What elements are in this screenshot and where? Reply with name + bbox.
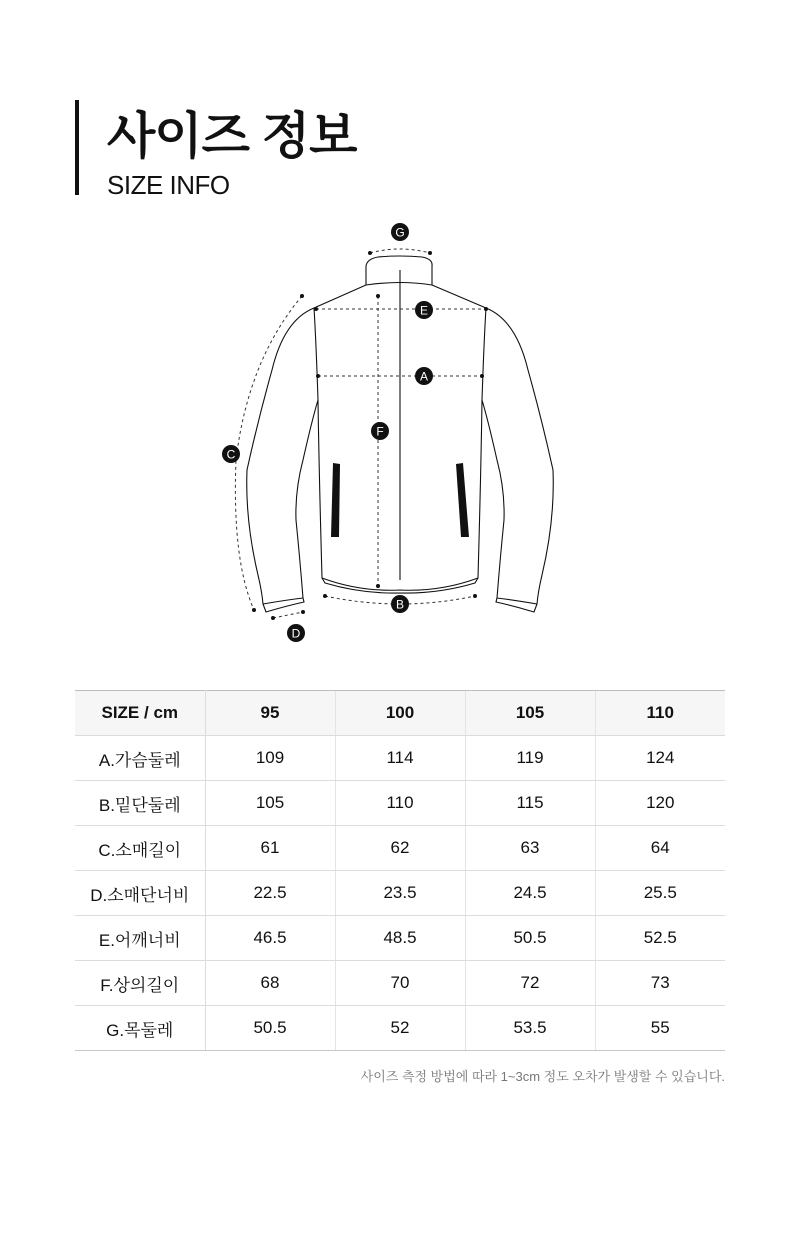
row-label: A.가슴둘레 xyxy=(75,736,205,781)
table-row xyxy=(75,961,725,1006)
table-header-row xyxy=(75,691,725,736)
table-cell: 124 xyxy=(595,736,725,781)
row-label: F.상의길이 xyxy=(75,961,205,1006)
title-accent-bar xyxy=(75,100,79,195)
table-cell: 48.5 xyxy=(335,916,465,961)
table-cell: 24.5 xyxy=(465,871,595,916)
table-cell: 25.5 xyxy=(595,871,725,916)
table-cell: 50.5 xyxy=(465,916,595,961)
jacket-measurement-diagram xyxy=(215,218,585,648)
row-label: B.밑단둘레 xyxy=(75,781,205,826)
table-cell: 64 xyxy=(595,826,725,871)
row-label: E.어깨너비 xyxy=(75,916,205,961)
page-subtitle: SIZE INFO xyxy=(107,170,230,200)
table-cell: 46.5 xyxy=(205,916,335,961)
table-cell: 120 xyxy=(595,781,725,826)
table-row xyxy=(75,781,725,826)
row-label: G.목둘레 xyxy=(75,1006,205,1051)
table-cell: 62 xyxy=(335,826,465,871)
svg-text:E: E xyxy=(419,303,429,318)
marker-c xyxy=(222,445,240,463)
table-header-cell: 110 xyxy=(595,691,725,736)
table-cell: 114 xyxy=(335,736,465,781)
table-header-cell: 95 xyxy=(205,691,335,736)
svg-text:F: F xyxy=(376,424,384,439)
marker-d xyxy=(287,624,305,642)
table-cell: 52 xyxy=(335,1006,465,1051)
table-header-cell: SIZE / cm xyxy=(75,691,205,736)
marker-e xyxy=(415,301,433,319)
table-cell: 105 xyxy=(205,781,335,826)
table-cell: 72 xyxy=(465,961,595,1006)
table-cell: 73 xyxy=(595,961,725,1006)
table-header-cell: 105 xyxy=(465,691,595,736)
svg-text:A: A xyxy=(419,369,429,384)
table-header-cell: 100 xyxy=(335,691,465,736)
table-cell: 109 xyxy=(205,736,335,781)
table-cell: 110 xyxy=(335,781,465,826)
marker-f xyxy=(371,422,389,440)
guide-endpoints xyxy=(252,251,488,620)
table-cell: 53.5 xyxy=(465,1006,595,1051)
measurement-guides xyxy=(235,249,486,618)
table-cell: 52.5 xyxy=(595,916,725,961)
svg-text:G: G xyxy=(395,225,405,240)
table-cell: 23.5 xyxy=(335,871,465,916)
table-cell: 68 xyxy=(205,961,335,1006)
right-pocket xyxy=(456,463,469,537)
size-table xyxy=(75,690,725,1051)
table-cell: 115 xyxy=(465,781,595,826)
row-label: C.소매길이 xyxy=(75,826,205,871)
table-cell: 55 xyxy=(595,1006,725,1051)
measurement-note: 사이즈 측정 방법에 따라 1~3cm 정도 오차가 발생할 수 있습니다. xyxy=(360,1069,725,1084)
marker-b xyxy=(391,595,409,613)
table-cell: 50.5 xyxy=(205,1006,335,1051)
table-row xyxy=(75,916,725,961)
table-cell: 119 xyxy=(465,736,595,781)
table-cell: 22.5 xyxy=(205,871,335,916)
svg-text:C: C xyxy=(226,447,236,462)
table-cell: 63 xyxy=(465,826,595,871)
page-title: 사이즈 정보 xyxy=(107,108,357,164)
marker-a xyxy=(415,367,433,385)
table-row xyxy=(75,871,725,916)
table-row xyxy=(75,1006,725,1051)
marker-g xyxy=(391,223,409,241)
svg-text:B: B xyxy=(395,597,405,612)
table-row xyxy=(75,826,725,871)
svg-text:D: D xyxy=(291,626,301,641)
left-pocket xyxy=(331,463,340,537)
row-label: D.소매단너비 xyxy=(75,871,205,916)
table-row xyxy=(75,736,725,781)
table-cell: 70 xyxy=(335,961,465,1006)
table-cell: 61 xyxy=(205,826,335,871)
